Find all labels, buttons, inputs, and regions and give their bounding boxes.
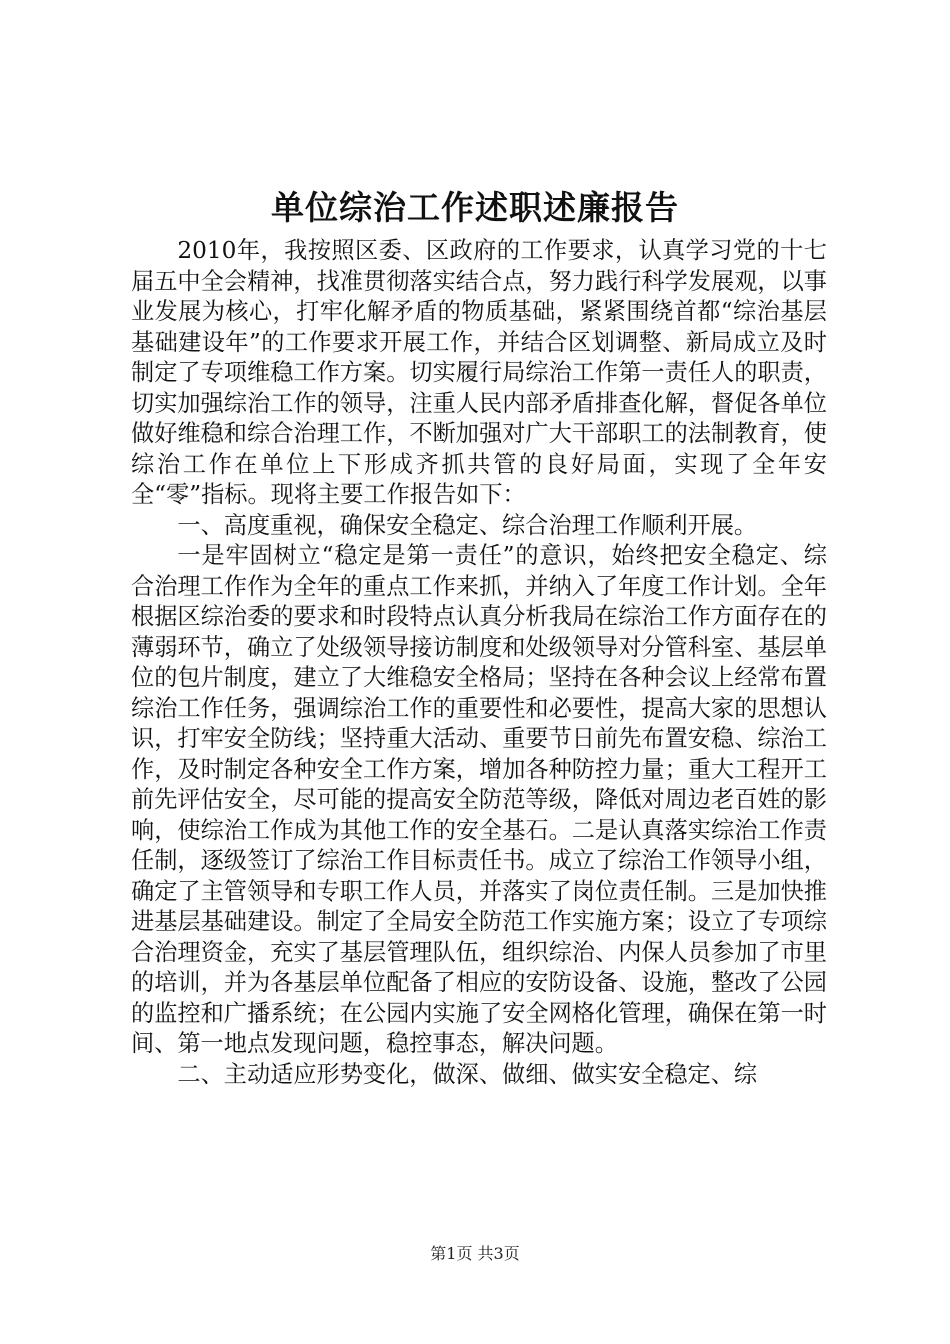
document-body bbox=[131, 236, 827, 1090]
paragraph-section-2-heading: 二、主动适应形势变化，做深、做细、做实安全稳定、综 bbox=[177, 1060, 758, 1088]
document-title: 单位综治工作述职述廉报告 bbox=[271, 188, 679, 227]
page-number-footer: 第1页 共3页 bbox=[430, 1244, 520, 1263]
paragraph-section-1-heading: 一、高度重视，确保安全稳定、综合治理工作顺利开展。 bbox=[177, 511, 758, 539]
paragraph-section-1-body: 一是牢固树立“稳定是第一责任”的意识，始终把安全稳定、综合治理工作作为全年的重点工作来抓，并纳入了年度工作计划。全年根据区综治委的要求和时段特点认真分析我局在综治工作方面存在的薄弱环节，确立了处级领导接访制度和处级领导对分管科室、基层单位的包片制度，建立了大维稳安全格局；坚持在各种会议上经常布置综治工作任务，强调综治工作的重要性和必要性，提高大家的思想认识，打牢安全防线；坚持重大活动、重要节日前先布置安稳、综治工作，及时制定各种安全工作方案，增加各种防控力量；重大工程开工前先评估安全，尽可能的提高安全防范等级，降低对周边老百姓的影响，使综治工作成为其他工作的安全基石。二是认真落实综治工作责任制，逐级签订了综治工作目标责任书。成立了综治工作领导小组，确定了主管领导和专职工作人员，并落实了岗位责任制。三是加快推进基层基础建设。制定了全局安全防范工作实施方案；设立了专项综合治理资金，充实了基层管理队伍，组织综治、内保人员参加了市里的培训，并为各基层单位配备了相应的安防设备、设施，整改了公园的监控和广播系统；在公园内实施了安全网格化管理，确保在第一时间、第一地点发现问题，稳控事态，解决问题。 bbox=[131, 542, 827, 1057]
paragraph-intro: 2010年，我按照区委、区政府的工作要求，认真学习党的十七届五中全会精神，找准贯彻落实结合点，努力践行科学发展观，以事业发展为核心，打牢化解矛盾的物质基础，紧紧围绕首都“综治基层基础建设年”的工作要求开展工作，并结合区划调整、新局成立及时制定了专项维稳工作方案。切实履行局综治工作第一责任人的职责，切实加强综治工作的领导，注重人民内部矛盾排查化解，督促各单位做好维稳和综合治理工作，不断加强对广大干部职工的法制教育，使综治工作在单位上下形成齐抓共管的良好局面，实现了全年安全“零”指标。现将主要工作报告如下： bbox=[131, 237, 827, 508]
